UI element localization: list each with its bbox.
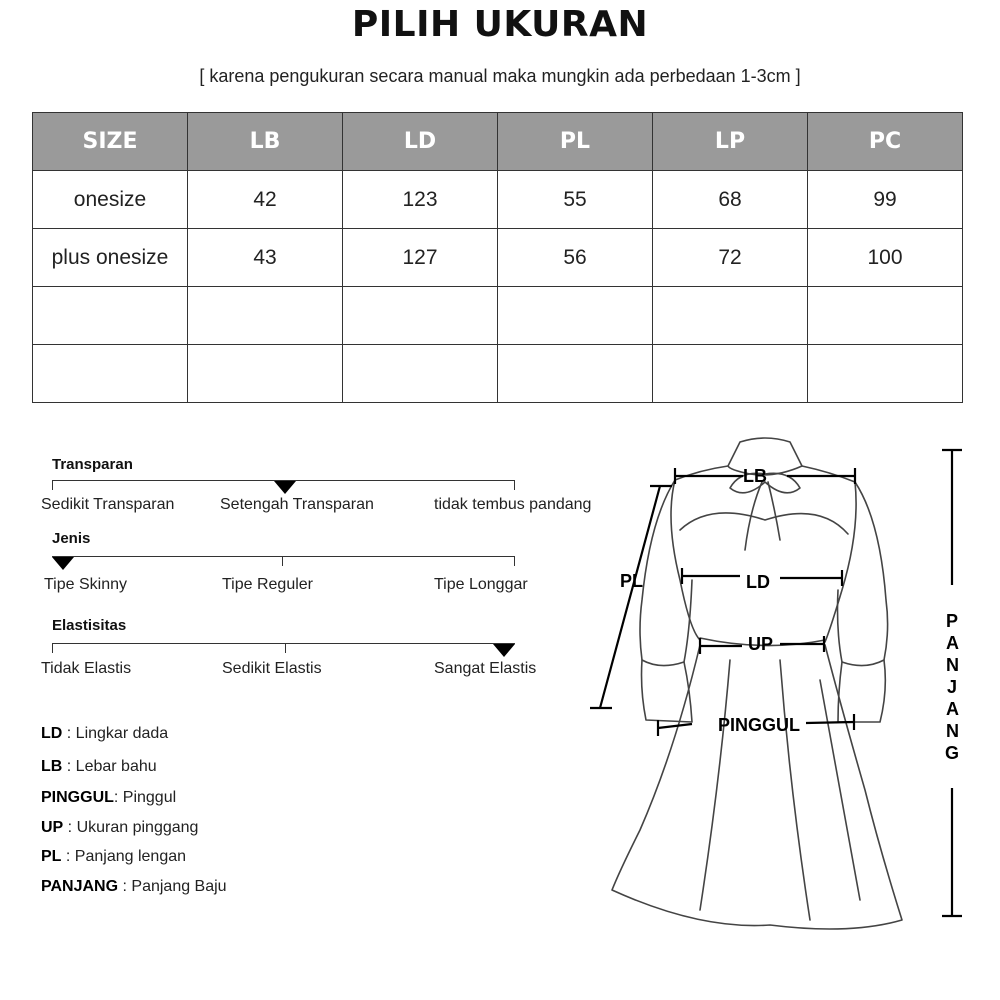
scale-label: Setengah Transparan: [220, 496, 374, 513]
page-title: PILIH UKURAN: [351, 4, 649, 45]
scale-label: Tidak Elastis: [41, 660, 132, 677]
ld-label: LD: [746, 572, 770, 592]
table-cell: [33, 345, 188, 403]
panjang-letter: N: [946, 721, 959, 741]
scale-tick: [52, 480, 53, 490]
legend-item: LD : Lingkar dada: [41, 725, 169, 742]
column-header-pl: PL: [498, 113, 653, 171]
table-cell: [653, 345, 808, 403]
legend-item: UP : Ukuran pinggang: [41, 819, 199, 836]
lb-label: LB: [743, 466, 767, 486]
size-table: [32, 112, 963, 403]
scale-label: tidak tembus pandang: [434, 496, 592, 513]
table-cell: [808, 287, 963, 345]
legend-item: PANJANG : Panjang Baju: [41, 878, 227, 895]
scale-tick: [285, 643, 286, 653]
table-cell: plus onesize: [33, 229, 188, 287]
table-cell: 56: [498, 229, 653, 287]
column-header-ld: LD: [343, 113, 498, 171]
table-row: [33, 287, 963, 345]
up-measure: [700, 634, 824, 654]
scale-marker-icon: [274, 481, 296, 494]
pinggul-label: PINGGUL: [718, 715, 801, 735]
column-header-size: SIZE: [33, 113, 188, 171]
table-cell: [498, 345, 653, 403]
scale-label: Sedikit Transparan: [41, 496, 175, 513]
pl-measure: [590, 486, 672, 708]
table-cell: [498, 287, 653, 345]
scale-tick: [282, 556, 283, 566]
panjang-letter: A: [946, 699, 959, 719]
table-cell: [343, 345, 498, 403]
table-cell: 55: [498, 171, 653, 229]
scale-title: Elastisitas: [52, 617, 127, 634]
scale-tick: [514, 480, 515, 490]
table-cell: 100: [808, 229, 963, 287]
panjang-measure: [942, 450, 962, 916]
scale-label: Sangat Elastis: [434, 660, 537, 677]
legend-item: PINGGUL: Pinggul: [41, 789, 177, 806]
up-label: UP: [748, 634, 774, 654]
table-row: [33, 345, 963, 403]
table-cell: 42: [188, 171, 343, 229]
scale-marker-icon: [493, 644, 515, 657]
table-cell: onesize: [33, 171, 188, 229]
scale-label: Tipe Reguler: [222, 576, 314, 593]
column-header-lb: LB: [188, 113, 343, 171]
table-row: [33, 171, 963, 229]
table-cell: [33, 287, 188, 345]
column-header-pc: PC: [808, 113, 963, 171]
scale-line: [52, 643, 515, 644]
dress-illustration: [612, 438, 902, 929]
scale-tick: [514, 556, 515, 566]
table-cell: [188, 345, 343, 403]
scale-title: Jenis: [52, 530, 91, 547]
pinggul-measure: [658, 714, 854, 736]
table-header-row: [33, 113, 963, 171]
panjang-letter: P: [946, 611, 959, 631]
table-cell: [653, 287, 808, 345]
panjang-letter: A: [946, 633, 959, 653]
scale-label: Tipe Skinny: [44, 576, 127, 593]
lb-measure: [675, 466, 855, 486]
ld-measure: [682, 568, 842, 592]
legend-item: PL : Panjang lengan: [41, 848, 187, 865]
table-cell: 123: [343, 171, 498, 229]
table-cell: 43: [188, 229, 343, 287]
table-cell: 127: [343, 229, 498, 287]
legend-item: LB : Lebar bahu: [41, 758, 157, 775]
panjang-letter: N: [946, 655, 959, 675]
dress-diagram: [580, 430, 1000, 950]
table-cell: [808, 345, 963, 403]
column-header-lp: LP: [653, 113, 808, 171]
scale-label: Tipe Longgar: [434, 576, 528, 593]
table-cell: 68: [653, 171, 808, 229]
scale-marker-icon: [52, 557, 74, 570]
panjang-letter: G: [945, 743, 960, 763]
table-cell: [188, 287, 343, 345]
table-cell: 99: [808, 171, 963, 229]
pl-label: PL: [620, 571, 644, 591]
panjang-letter: J: [947, 677, 958, 697]
measurement-note: [ karena pengukuran secara manual maka mungkin ada perbedaan 1-3cm ]: [199, 66, 801, 86]
scale-tick: [52, 643, 53, 653]
table-cell: 72: [653, 229, 808, 287]
table-cell: [343, 287, 498, 345]
scale-line: [52, 556, 515, 557]
scale-title: Transparan: [52, 456, 133, 473]
table-row: [33, 229, 963, 287]
scale-label: Sedikit Elastis: [222, 660, 322, 677]
